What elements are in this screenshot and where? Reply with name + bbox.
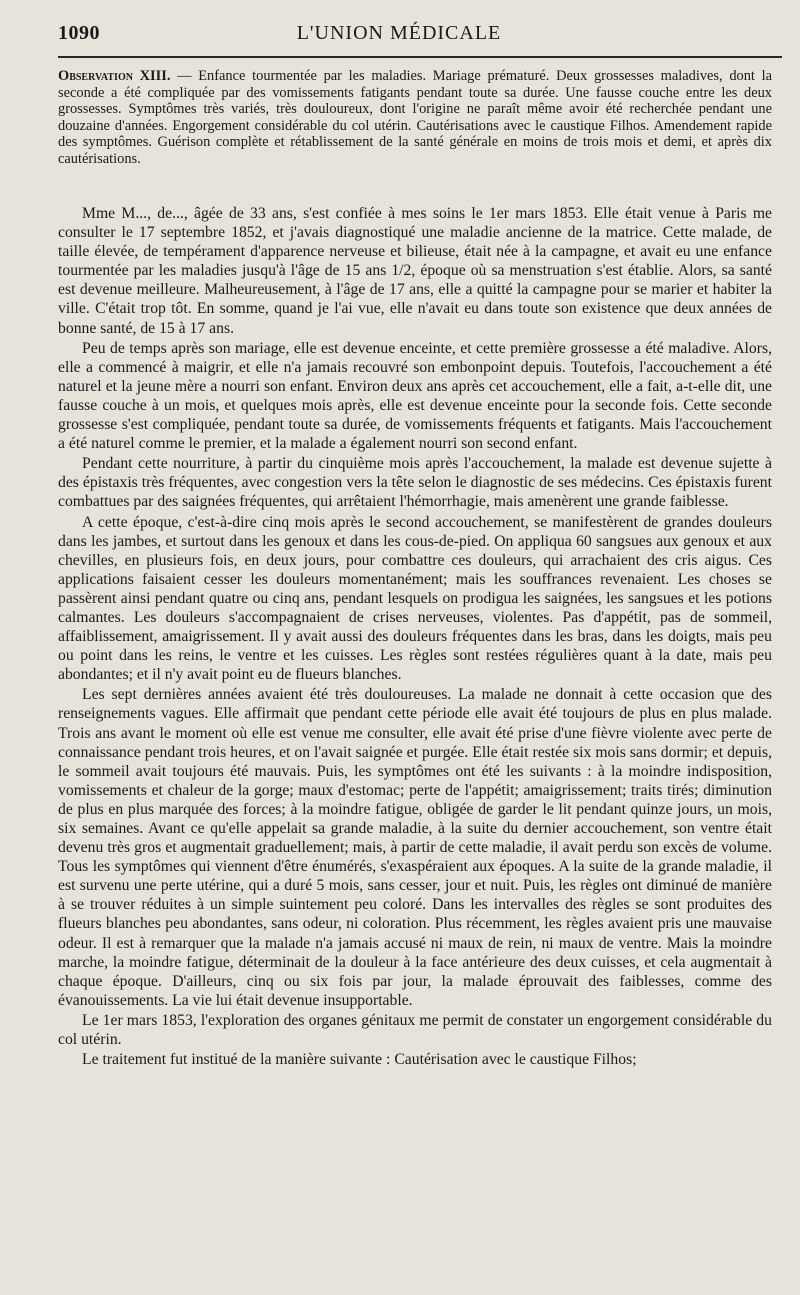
paragraph: Le traitement fut institué de la manière suivante : Cautérisation avec le caustique Filhos; <box>82 1051 637 1069</box>
paragraph: Les sept dernières années avaient été très douloureuses. La malade ne donnait à cette occasion que des renseignements vagues. Elle affirmait que pendant cette période elle avait été toujours de plus en plus malade. Trois ans avant le moment où elle est venue me consulter, elle avait été prise d'une fièvre violente avec perte de connaissance pendant trois heures, et on l'avait saignée et purgée. Elle était restée six mois sans dormir; et depuis, le sommeil avait toujours été mauvais. Puis, les symptômes ont été les suivants : à la moindre indisposition, vomissements et chaleur de la gorge; maux d'estomac; perte de l'appétit; amaigrissement; traits tirés; diminution de plus en plus marquée des forces; à la moindre fatigue, obligée de garder le lit pendant quinze jours, un mois, six semaines. Avant ce qu'elle appelait sa grande maladie, à la suite du dernier accouchement, son ventre était devenu très gros et augmentait graduellement; mais, à partir de cette maladie, il avait perdu son excès de volume. Tous les symptômes qui viennent d'être énumérés, s'exaspéraient aux époques. A la suite de la grande maladie, il est survenu une perte utérine, qui a duré 5 mois, sans cesser, jour et nuit. Puis, les règles ont diminué de manière à se trouver réduites à un simple suintement peu coloré. Dans les intervalles des règles se sont produites des flueurs blanches peu abondantes, sans odeur, ni coloration. Plus récemment, les règles avaient pris une mauvaise odeur. Il est à remarquer que la malade n'a jamais accusé ni maux de rein, ni maux de ventre. Mais la moindre marche, la moindre fatigue, déterminait de la douleur à la face antérieure des deux cuisses, et cela augmentait à chaque époque. D'ailleurs, cinq ou six fois par jour, la malade éprouvait des faiblesses, comme des évanouissements. La vie lui était devenue insupportable. <box>58 686 772 1009</box>
paragraph: A cette époque, c'est-à-dire cinq mois après le second accouchement, se manifestèrent de grandes douleurs dans les jambes, et surtout dans les genoux et dans les cous-de-pied. On appliqua 60 sangsues aux genoux et aux chevilles, en plusieurs fois, en deux jours, pour combattre ces douleurs, qui arrachaient des cris aigus. Ces applications faisaient cesser les douleurs momentanément; mais les souffrances revenaient. Les choses se passèrent ainsi pendant quatre ou cinq ans, pendant lesquels on prodigua les saignées, les sangsues et les potions calmantes. Les douleurs s'accompagnaient de crises nerveuses, violentes. Pas d'appétit, pas de sommeil, affaiblissement, amaigrissement. Il y avait aussi des douleurs fréquentes dans les bras, dans les doigts, mais peu ou point dans les reins, le ventre et les cuisses. Les règles sont restées régulières quant à la date, mais peu abondantes; et il n'y avait point eu de flueurs blanches. <box>58 513 772 684</box>
header-rule <box>58 56 782 58</box>
paragraph: Pendant cette nourriture, à partir du cinquième mois après l'accouchement, la malade est devenue sujette à des épistaxis très fréquentes, avec congestion vers la tête selon le diagnostic de ses médecins. Ces épistaxis furent combattues par des saignées fréquentes, qui arrêtaient l'hémorrhagie, mais amenèrent une grande faiblesse. <box>58 455 772 511</box>
paragraph: Peu de temps après son mariage, elle est devenue enceinte, et cette première grossesse a été maladive. Alors, elle a commencé à maigrir, et elle n'a jamais recouvré son embonpoint depuis. Toutefois, l'accouchement a été naturel et la jeune mère a nourri son enfant. Environ deux ans après cet accouchement, elle a fait, a-t-elle dit, une fausse couche à un mois, et quelques mois après, elle est devenue enceinte pour la seconde fois. Cette seconde grossesse s'est compliquée, pendant toute sa durée, de vomissements fréquents et fatigants. Mais l'accouchement a été naturel comme le premier, et la malade a également nourri son second enfant. <box>58 339 772 453</box>
observation-summary-text: — Enfance tourmentée par les maladies. Mariage prématuré. Deux grossesses maladives, dont la seconde a été compliquée par des vomissements fatigants pendant toute sa durée. Une fausse couche entre les deux grossesses. Symptômes très variés, très douloureux, dont l'origine ne paraît même avoir été recherchée pendant une douzaine d'années. Engorgement considérable du col utérin. Cautérisations avec le caustique Filhos. Amendement rapide des symptômes. Guérison complète et rétablissement de la santé générale en moins de trois mois et demi, et après dix cautérisations. <box>58 68 773 167</box>
paragraph: Le 1er mars 1853, l'exploration des organes génitaux me permit de constater un engorgement considérable du col utérin. <box>58 1011 772 1049</box>
observation-summary <box>58 68 772 168</box>
observation-label: Observation XIII. <box>58 68 171 84</box>
page-number: 1090 <box>58 22 100 44</box>
article-body <box>58 204 772 1070</box>
running-header <box>58 22 780 52</box>
paragraph: Mme M..., de..., âgée de 33 ans, s'est confiée à mes soins le 1er mars 1853. Elle était venue à Paris me consulter le 17 septembre 1852, et j'avais diagnostiqué une maladie ancienne de la matrice. Cette malade, de taille élevée, de tempérament d'apparence nerveuse et bilieuse, était née à la campagne, et avait eu une enfance tourmentée par les maladies jusqu'à l'âge de 15 ans 1/2, époque où sa menstruation s'est établie. Alors, sa santé est devenue meilleure. Malheureusement, à l'âge de 17 ans, elle a quitté la campagne pour se marier et habiter la ville. C'était trop tôt. En somme, quand je l'ai vue, elle n'avait eu dans toute son existence que deux années de bonne santé, de 15 à 17 ans. <box>58 205 772 337</box>
journal-title: L'UNION MÉDICALE <box>296 22 502 44</box>
